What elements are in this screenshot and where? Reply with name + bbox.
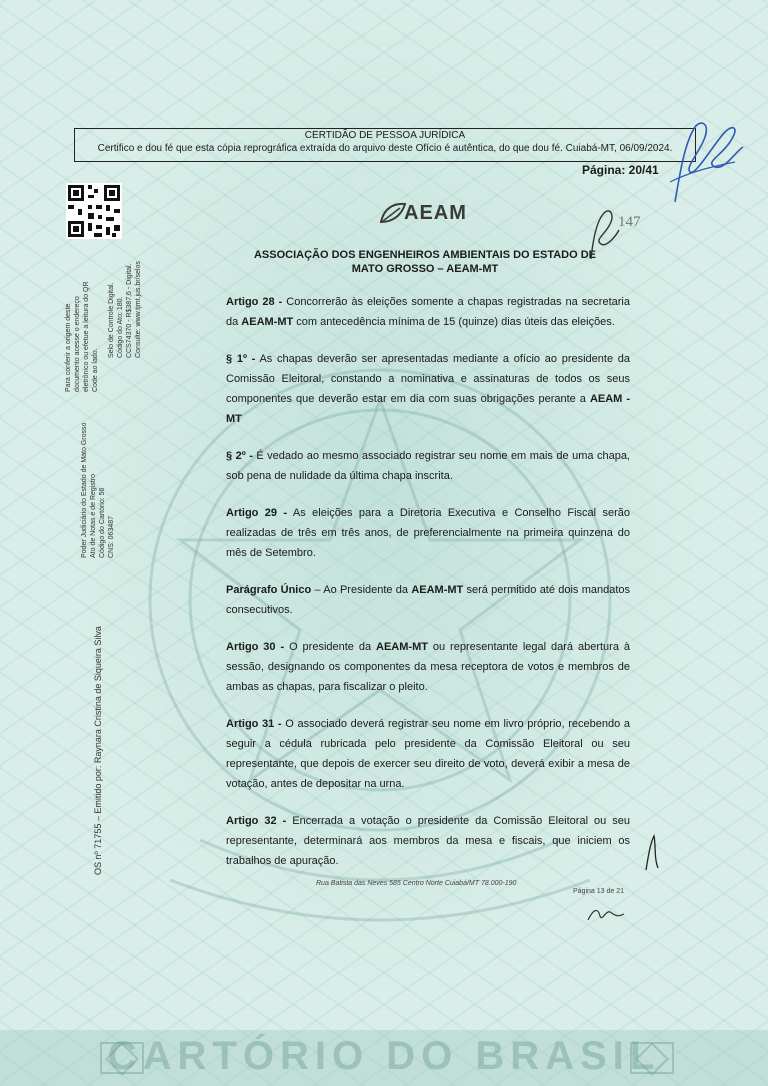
document-number: 147 (618, 214, 641, 230)
document-body (226, 292, 630, 888)
article-31: Artigo 31 - O associado deverá registrar seu nome em livro próprio, recebendo a seguir a cédula rubricada pelo presidente da Comissão Eleitoral ou seu representante, que depois de exercer seu direito de voto, deverá exibir a mesa de votação, antes de depositar na urna. (226, 718, 630, 790)
footer-initials (586, 904, 626, 924)
certificate-text: Certifico e dou fé que esta cópia reprográfica extraída do arquivo deste Ofício é autêntica, do que dou fé. Cuiabá-MT, 06/09/2024. (97, 143, 673, 154)
aeam-logo: AEAM (378, 200, 468, 230)
initials-signature (583, 204, 623, 264)
footer-watermark: CARTÓRIO DO BRASIL (107, 1034, 661, 1078)
margin-signature (640, 832, 664, 872)
side-court-info-text: Poder Judiciário do Estado de Mato Grosso Ato de Notas e de Registro Código do Cartório: 56 CNS: 063487 (81, 422, 115, 558)
article-28-paragraph-2: § 2º - É vedado ao mesmo associado registrar seu nome em mais de uma chapa, sob pena de nulidade da última chapa inscrita. (226, 450, 630, 482)
notary-signature (655, 112, 745, 212)
article-28-paragraph-1: § 1º - As chapas deverão ser apresentadas mediante a ofício ao presidente da Comissão Eleitoral, constando a nominativa e assinaturas de todos os seus componentes que deverão estar em dia com suas obrigações perante a AEAM - MT (226, 353, 631, 425)
qr-code (66, 183, 122, 239)
article-30: Artigo 30 - O presidente da AEAM-MT ou representante legal dará abertura à sessão, designando os componentes da mesa receptora de votos e membros de ambas as chapas, para fiscalizar o pleito. (226, 641, 630, 693)
page-footer-address: Rua Batista das Neves 585 Centro Norte Cuiabá/MT 78.000-190 (316, 880, 517, 887)
certificate-page-label: Página: 20/41 (582, 163, 659, 177)
side-verification-text: Para conferir a origem deste documento acesse o endereço eletrônico ou efetue a leitura do QR Code ao lado. (65, 281, 99, 392)
page-footer-number: Página 13 de 21 (573, 888, 624, 895)
organization-title: ASSOCIAÇÃO DOS ENGENHEIROS AMBIENTAIS DO ESTADO DE MATO GROSSO – AEAM-MT (253, 249, 597, 275)
side-issuer-text: OS nº 71755 – Emitido por: Raynara Cristina de Siqueira Silva (93, 626, 103, 875)
article-28: Artigo 28 - Concorrerão às eleições somente a chapas registradas na secretaria da AEAM-MT com antecedência mínima de 15 (quinze) dias úteis das eleições. (226, 296, 630, 328)
article-32: Artigo 32 - Encerrada a votação o presidente da Comissão Eleitoral ou seu representante, determinará aos membros da mesa e fiscais, que iniciem os trabalhos de apuração. (226, 815, 630, 867)
article-29: Artigo 29 - As eleições para a Diretoria Executiva e Conselho Fiscal serão realizadas de três em três anos, de preferencialmente na primeira quinzena do mês de Setembro. (226, 507, 630, 559)
article-29-sole-paragraph: Parágrafo Único – Ao Presidente da AEAM-MT será permitido até dois mandatos consecutivos. (226, 584, 630, 616)
certificate-title: CERTIDÃO DE PESSOA JURÍDICA (304, 130, 466, 141)
certificate-header (74, 128, 696, 162)
side-digital-seal-text: Selo de Controle Digital. Código do Ato: 180. CCS74370 - R$387,6 - Digital. Consulte: www.tjmt.jus.br/selos (108, 261, 142, 358)
